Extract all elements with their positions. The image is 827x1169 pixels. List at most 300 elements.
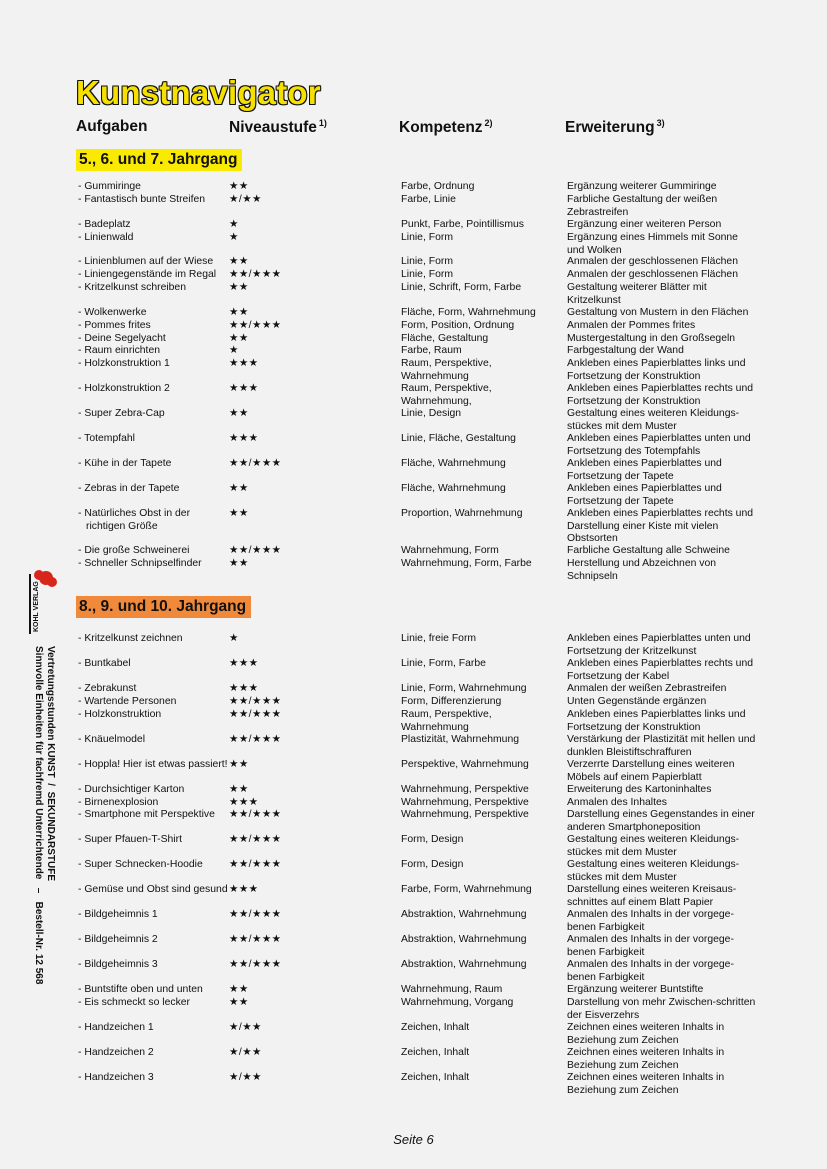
task-name	[78, 1047, 228, 1060]
extension-text: Zeichnen eines weiteren Inhalts in Beziehung zum Zeichen	[567, 1047, 725, 1071]
extension-text: Gestaltung weiterer Blätter mit Kritzelkunst	[567, 282, 707, 306]
level-stars	[229, 884, 389, 897]
extension-text: Unten Gegenstände ergänzen	[567, 696, 707, 707]
extension	[567, 759, 757, 784]
level-stars	[229, 959, 389, 972]
extension-text: Anmalen der geschlossenen Flächen	[567, 269, 738, 280]
level-stars-text: ★★★	[229, 658, 259, 669]
extension	[567, 232, 757, 257]
level-stars-text: ★★★	[229, 683, 259, 694]
extension-text: Farbliche Gestaltung der weißen Zebrastreifen	[567, 194, 718, 218]
competence-text: Zeichen, Inhalt	[401, 1022, 470, 1033]
extension-text: Darstellung von mehr Zwischen-schritten der Eisverzehrs	[567, 997, 756, 1021]
extension-text: Anmalen des Inhaltes	[567, 797, 667, 808]
extension	[567, 269, 757, 282]
level-stars-text: ★★/★★★	[229, 709, 282, 720]
task-name	[78, 320, 228, 333]
task-name-text: - Bildgeheimnis 3	[78, 959, 158, 970]
competence	[401, 658, 561, 671]
task-name	[78, 784, 228, 797]
header-erweiterung	[565, 118, 665, 137]
extension	[567, 181, 757, 194]
competence-text: Zeichen, Inhalt	[401, 1072, 470, 1083]
task-name-text: - Super Pfauen-T-Shirt	[78, 834, 182, 845]
level-stars	[229, 408, 389, 421]
level-stars-text: ★★	[229, 408, 249, 419]
level-stars	[229, 383, 389, 396]
competence-text: Farbe, Ordnung	[401, 181, 475, 192]
competence-text: Linie, Form, Farbe	[401, 658, 486, 669]
extension	[567, 458, 757, 483]
extension-text: Ankleben eines Papierblattes unten und Fortsetzung der Kritzelkunst	[567, 633, 751, 657]
competence-text: Wahrnehmung, Perspektive	[401, 784, 529, 795]
level-stars	[229, 797, 389, 810]
task-name-text: - Gummiringe	[78, 181, 141, 192]
level-stars-text: ★★	[229, 282, 249, 293]
competence-text: Proportion, Wahrnehmung	[401, 508, 523, 519]
task-name	[78, 683, 228, 696]
competence	[401, 709, 561, 734]
level-stars	[229, 545, 389, 558]
competence	[401, 545, 561, 558]
competence-text: Linie, Schrift, Form, Farbe	[401, 282, 522, 293]
extension	[567, 959, 757, 984]
level-stars	[229, 658, 389, 671]
level-stars-text: ★★/★★★	[229, 909, 282, 920]
document-title: Kunstnavigator	[76, 74, 321, 111]
extension-text: Ankleben eines Papierblattes und Fortsetzung der Tapete	[567, 458, 722, 482]
competence-text: Raum, Perspektive, Wahrnehmung,	[401, 383, 492, 407]
extension-text: Anmalen des Inhalts in der vorgege-benen Farbigkeit	[567, 909, 734, 933]
competence-text: Linie, freie Form	[401, 633, 477, 644]
task-name-text: - Durchsichtiger Karton	[78, 784, 185, 795]
level-stars-text: ★★★	[229, 884, 259, 895]
level-stars-text: ★★	[229, 558, 249, 569]
extension-text: Zeichnen eines weiteren Inhalts in Beziehung zum Zeichen	[567, 1022, 725, 1046]
level-stars-text: ★★/★★★	[229, 859, 282, 870]
level-stars	[229, 809, 389, 822]
competence-text: Abstraktion, Wahrnehmung	[401, 934, 527, 945]
competence	[401, 345, 561, 358]
level-stars-text: ★★/★★★	[229, 959, 282, 970]
level-stars-text: ★★/★★★	[229, 934, 282, 945]
competence-text: Wahrnehmung, Raum	[401, 984, 503, 995]
svg-text:KOHL VERLAG: KOHL VERLAG	[33, 581, 40, 632]
level-stars-text: ★	[229, 633, 239, 644]
level-stars-text: ★★★	[229, 433, 259, 444]
task-name-text: - Kritzelkunst zeichnen	[78, 633, 183, 644]
extension	[567, 1072, 757, 1097]
competence	[401, 909, 561, 922]
level-stars	[229, 269, 389, 282]
task-name-text: - Handzeichen 2	[78, 1047, 154, 1058]
header-niveau	[229, 118, 327, 137]
task-name-text: - Badeplatz	[78, 219, 131, 230]
level-stars	[229, 333, 389, 346]
competence-text: Abstraktion, Wahrnehmung	[401, 909, 527, 920]
competence-text: Fläche, Wahrnehmung	[401, 458, 506, 469]
competence	[401, 884, 561, 897]
competence	[401, 959, 561, 972]
task-name	[78, 232, 228, 245]
competence	[401, 633, 561, 646]
publisher-logo-icon	[24, 568, 64, 638]
competence-text: Linie, Design	[401, 408, 462, 419]
task-name	[78, 984, 228, 997]
competence-text: Zeichen, Inhalt	[401, 1047, 470, 1058]
competence	[401, 984, 561, 997]
task-name-text: - Kritzelkunst schreiben	[78, 282, 186, 293]
extension	[567, 709, 757, 734]
level-stars	[229, 1022, 389, 1035]
extension	[567, 256, 757, 269]
task-name-text: - Buntkabel	[78, 658, 131, 669]
task-name	[78, 909, 228, 922]
level-stars-text: ★★	[229, 333, 249, 344]
level-stars	[229, 759, 389, 772]
task-name	[78, 997, 228, 1010]
extension	[567, 545, 757, 558]
extension-text: Anmalen des Inhalts in der vorgege-benen Farbigkeit	[567, 959, 734, 983]
extension-text: Darstellung eines Gegenstandes in einer anderen Smartphoneposition	[567, 809, 755, 833]
task-name-text: - Linienwald	[78, 232, 134, 243]
task-name-text: - Holzkonstruktion 1	[78, 358, 170, 369]
task-name	[78, 181, 228, 194]
competence	[401, 320, 561, 333]
level-stars	[229, 508, 389, 521]
footnote-marker: 2)	[484, 118, 493, 128]
level-stars-text: ★/★★	[229, 1047, 262, 1058]
level-stars-text: ★/★★	[229, 1072, 262, 1083]
extension	[567, 219, 757, 232]
competence-text: Wahrnehmung, Form, Farbe	[401, 558, 532, 569]
competence	[401, 809, 561, 822]
header-erweiterung-label: Erweiterung	[565, 119, 655, 137]
extension-text: Gestaltung von Mustern in den Flächen	[567, 307, 749, 318]
extension	[567, 282, 757, 307]
extension	[567, 383, 757, 408]
task-name-text: - Smartphone mit Perspektive	[78, 809, 215, 820]
extension	[567, 934, 757, 959]
task-name	[78, 433, 228, 446]
level-stars	[229, 282, 389, 295]
competence	[401, 307, 561, 320]
task-name-text: - Bildgeheimnis 1	[78, 909, 158, 920]
level-stars-text: ★/★★	[229, 194, 262, 205]
level-stars	[229, 458, 389, 471]
level-stars	[229, 358, 389, 371]
extension-text: Gestaltung eines weiteren Kleidungs-stückes mit dem Muster	[567, 408, 740, 432]
extension	[567, 333, 757, 346]
level-stars-text: ★★/★★★	[229, 834, 282, 845]
competence	[401, 997, 561, 1010]
task-name	[78, 458, 228, 471]
task-name	[78, 408, 228, 421]
header-niveau-label: Niveaustufe	[229, 119, 317, 137]
extension	[567, 734, 757, 759]
level-stars	[229, 784, 389, 797]
extension	[567, 558, 757, 583]
task-name	[78, 797, 228, 810]
extension-text: Ergänzung einer weiteren Person	[567, 219, 722, 230]
extension-text: Ankleben eines Papierblattes rechts und Darstellung einer Kiste mit vielen Obstsorten	[567, 508, 753, 544]
competence	[401, 333, 561, 346]
extension	[567, 859, 757, 884]
level-stars-text: ★★	[229, 181, 249, 192]
competence	[401, 282, 561, 295]
extension-text: Ankleben eines Papierblattes rechts und Fortsetzung der Kabel	[567, 658, 753, 682]
competence	[401, 558, 561, 571]
task-name-text: - Linienblumen auf der Wiese	[78, 256, 214, 267]
level-stars-text: ★★/★★★	[229, 320, 282, 331]
task-name	[78, 545, 228, 558]
extension	[567, 884, 757, 909]
task-name-text: - Hoppla! Hier ist etwas passiert!	[78, 759, 228, 770]
task-name-text: - Pommes frites	[78, 320, 151, 331]
extension	[567, 997, 757, 1022]
level-stars-text: ★★	[229, 256, 249, 267]
level-stars	[229, 1047, 389, 1060]
competence-text: Plastizität, Wahrnehmung	[401, 734, 520, 745]
task-name-text: - Buntstifte oben und unten	[78, 984, 203, 995]
competence	[401, 797, 561, 810]
task-name-text: - Super Schnecken-Hoodie	[78, 859, 203, 870]
task-name-text: - Handzeichen 3	[78, 1072, 154, 1083]
extension-text: Ankleben eines Papierblattes links und Fortsetzung der Konstruktion	[567, 358, 746, 382]
level-stars-text: ★/★★	[229, 1022, 262, 1033]
competence-text: Punkt, Farbe, Pointillismus	[401, 219, 525, 230]
competence	[401, 232, 561, 245]
extension-text: Farbliche Gestaltung alle Schweine	[567, 545, 730, 556]
task-name	[78, 884, 228, 897]
level-stars-text: ★★	[229, 984, 249, 995]
task-name	[78, 834, 228, 847]
footnote-marker: 1)	[318, 118, 327, 128]
extension	[567, 909, 757, 934]
extension-text: Ankleben eines Papierblattes und Fortsetzung der Tapete	[567, 483, 722, 507]
competence-text: Farbe, Form, Wahrnehmung	[401, 884, 532, 895]
competence-text: Wahrnehmung, Form	[401, 545, 499, 556]
competence-text: Fläche, Gestaltung	[401, 333, 489, 344]
extension-text: Darstellung eines weiteren Kreisaus-schnittes auf einem Blatt Papier	[567, 884, 737, 908]
task-name	[78, 809, 228, 822]
extension-text: Gestaltung eines weiteren Kleidungs-stückes mit dem Muster	[567, 834, 740, 858]
task-name	[78, 1072, 228, 1085]
level-stars	[229, 834, 389, 847]
competence-text: Abstraktion, Wahrnehmung	[401, 959, 527, 970]
competence-text: Form, Design	[401, 834, 464, 845]
task-name	[78, 696, 228, 709]
task-name	[78, 256, 228, 269]
competence-text: Form, Design	[401, 859, 464, 870]
extension-text: Mustergestaltung in den Großsegeln	[567, 333, 736, 344]
competence-text: Form, Differenzierung	[401, 696, 502, 707]
level-stars-text: ★★★	[229, 383, 259, 394]
competence	[401, 358, 561, 383]
level-stars-text: ★★/★★★	[229, 734, 282, 745]
task-name	[78, 959, 228, 972]
level-stars	[229, 709, 389, 722]
extension	[567, 433, 757, 458]
level-stars	[229, 734, 389, 747]
level-stars	[229, 232, 389, 245]
extension	[567, 307, 757, 320]
task-name-text: - Wolkenwerke	[78, 307, 147, 318]
extension	[567, 696, 757, 709]
competence	[401, 696, 561, 709]
extension	[567, 483, 757, 508]
footnote-marker: 3)	[656, 118, 665, 128]
extension-text: Anmalen der Pommes frites	[567, 320, 696, 331]
extension-text: Ergänzung weiterer Gummiringe	[567, 181, 717, 192]
competence	[401, 194, 561, 207]
level-stars-text: ★★/★★★	[229, 809, 282, 820]
sidebar-publication-info: Vertretungsstunden KUNST / SEKUNDARSTUFE Sinnvolle Einheiten für fachfremd Unterrichtende – Bestell-Nr. 12 568	[33, 646, 56, 985]
extension-text: Farbgestaltung der Wand	[567, 345, 684, 356]
level-stars-text: ★★	[229, 508, 249, 519]
competence	[401, 433, 561, 446]
extension	[567, 508, 757, 546]
extension-text: Zeichnen eines weiteren Inhalts in Beziehung zum Zeichen	[567, 1072, 725, 1096]
task-name	[78, 483, 228, 496]
extension-text: Erweiterung des Kartoninhaltes	[567, 784, 712, 795]
competence-text: Fläche, Form, Wahrnehmung	[401, 307, 536, 318]
task-name-text: - Zebras in der Tapete	[78, 483, 180, 494]
task-name	[78, 508, 228, 533]
extension-text: Ergänzung eines Himmels mit Sonne und Wolken	[567, 232, 738, 256]
task-name	[78, 383, 228, 396]
extension-text: Verstärkung der Plastizität mit hellen und dunklen Bleistiftschraffuren	[567, 734, 756, 758]
level-stars-text: ★★★	[229, 358, 259, 369]
task-name	[78, 358, 228, 371]
task-name-text: - Natürliches Obst in der richtigen Größe	[78, 508, 191, 532]
extension-text: Anmalen der weißen Zebrastreifen	[567, 683, 727, 694]
header-aufgaben	[76, 118, 147, 136]
level-stars	[229, 320, 389, 333]
task-name	[78, 194, 228, 207]
page-number: Seite 6	[393, 1132, 434, 1147]
competence	[401, 683, 561, 696]
level-stars-text: ★	[229, 232, 239, 243]
task-name-text: - Holzkonstruktion 2	[78, 383, 170, 394]
extension-text: Ankleben eines Papierblattes links und Fortsetzung der Konstruktion	[567, 709, 746, 733]
competence-text: Linie, Form	[401, 256, 453, 267]
extension-text: Gestaltung eines weiteren Kleidungs-stückes mit dem Muster	[567, 859, 740, 883]
task-name-text: - Birnenexplosion	[78, 797, 159, 808]
level-stars	[229, 696, 389, 709]
competence-text: Wahrnehmung, Perspektive	[401, 797, 529, 808]
task-name	[78, 633, 228, 646]
level-stars	[229, 633, 389, 646]
section-band-grade-5-7: 5., 6. und 7. Jahrgang	[76, 149, 242, 171]
competence-text: Farbe, Linie	[401, 194, 456, 205]
task-name	[78, 759, 228, 772]
task-name	[78, 934, 228, 947]
level-stars-text: ★★/★★★	[229, 458, 282, 469]
level-stars-text: ★★/★★★	[229, 545, 282, 556]
level-stars	[229, 934, 389, 947]
task-name	[78, 1022, 228, 1035]
competence-text: Linie, Fläche, Gestaltung	[401, 433, 516, 444]
task-name	[78, 282, 228, 295]
extension-text: Ergänzung weiterer Buntstifte	[567, 984, 704, 995]
extension	[567, 408, 757, 433]
competence	[401, 181, 561, 194]
level-stars	[229, 307, 389, 320]
competence	[401, 1072, 561, 1085]
competence-text: Wahrnehmung, Vorgang	[401, 997, 514, 1008]
level-stars	[229, 558, 389, 571]
level-stars	[229, 683, 389, 696]
level-stars	[229, 859, 389, 872]
task-name-text: - Super Zebra-Cap	[78, 408, 165, 419]
task-name-text: - Eis schmeckt so lecker	[78, 997, 191, 1008]
task-name-text: - Liniengegenstände im Regal	[78, 269, 217, 280]
task-name-text: - Bildgeheimnis 2	[78, 934, 158, 945]
competence	[401, 834, 561, 847]
extension	[567, 809, 757, 834]
extension-text: Ankleben eines Papierblattes rechts und Fortsetzung der Konstruktion	[567, 383, 753, 407]
task-name	[78, 734, 228, 747]
extension-text: Ankleben eines Papierblattes unten und Fortsetzung des Totempfahls	[567, 433, 751, 457]
task-name	[78, 269, 228, 282]
competence-text: Raum, Perspektive, Wahrnehmung	[401, 709, 492, 733]
level-stars	[229, 984, 389, 997]
level-stars-text: ★★	[229, 759, 249, 770]
extension	[567, 658, 757, 683]
level-stars-text: ★★	[229, 307, 249, 318]
extension-text: Anmalen der geschlossenen Flächen	[567, 256, 738, 267]
header-kompetenz	[399, 118, 493, 137]
task-name	[78, 859, 228, 872]
extension	[567, 194, 757, 219]
extension	[567, 633, 757, 658]
task-name-text: - Handzeichen 1	[78, 1022, 154, 1033]
level-stars	[229, 256, 389, 269]
level-stars	[229, 219, 389, 232]
task-name	[78, 333, 228, 346]
competence-text: Wahrnehmung, Perspektive	[401, 809, 529, 820]
level-stars-text: ★★/★★★	[229, 269, 282, 280]
competence-text: Linie, Form	[401, 232, 453, 243]
competence	[401, 1022, 561, 1035]
task-name-text: - Schneller Schnipselfinder	[78, 558, 202, 569]
extension	[567, 984, 757, 997]
task-name-text: - Die große Schweinerei	[78, 545, 190, 556]
competence-text: Farbe, Raum	[401, 345, 462, 356]
extension	[567, 320, 757, 333]
level-stars-text: ★★	[229, 483, 249, 494]
level-stars	[229, 181, 389, 194]
extension	[567, 1022, 757, 1047]
competence-text: Perspektive, Wahrnehmung	[401, 759, 529, 770]
task-name	[78, 219, 228, 232]
extension-text: Herstellung und Abzeichnen von Schnipseln	[567, 558, 717, 582]
level-stars-text: ★	[229, 219, 239, 230]
extension-text: Anmalen des Inhalts in der vorgege-benen Farbigkeit	[567, 934, 734, 958]
level-stars	[229, 997, 389, 1010]
competence	[401, 458, 561, 471]
competence	[401, 269, 561, 282]
section-band-grade-8-10: 8., 9. und 10. Jahrgang	[76, 596, 251, 618]
level-stars	[229, 194, 389, 207]
extension	[567, 683, 757, 696]
extension	[567, 834, 757, 859]
competence	[401, 508, 561, 521]
level-stars-text: ★★/★★★	[229, 696, 282, 707]
task-name-text: - Deine Segelyacht	[78, 333, 166, 344]
task-name	[78, 558, 228, 571]
